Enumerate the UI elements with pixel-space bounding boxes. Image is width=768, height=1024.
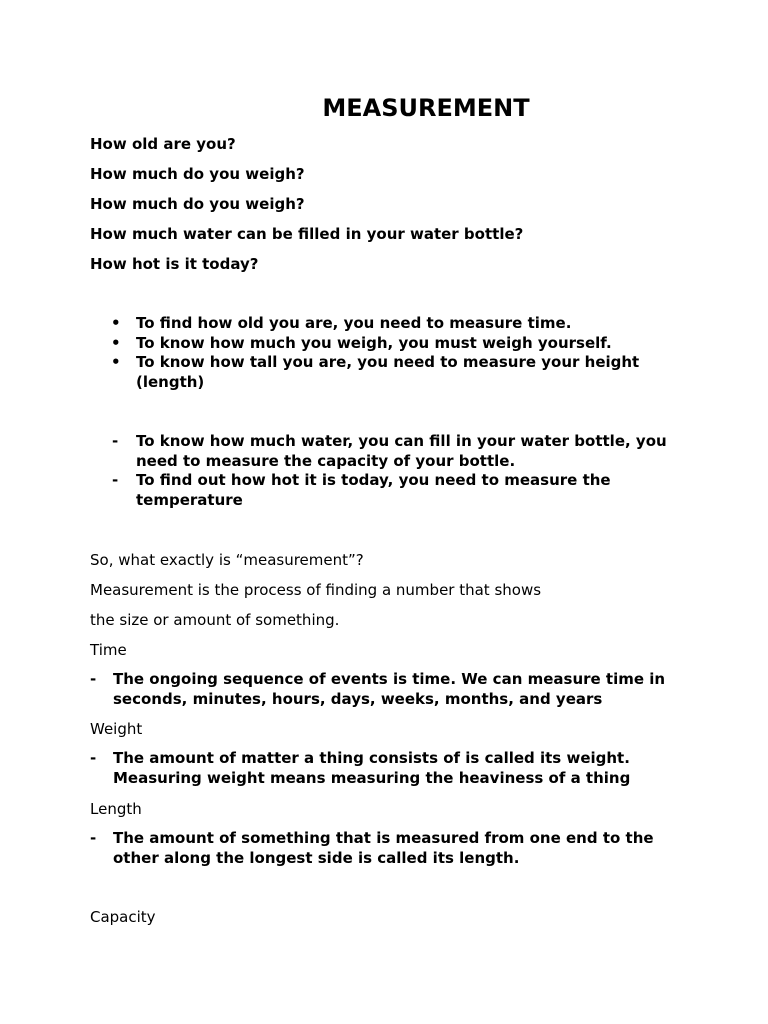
- section-heading-weight: Weight: [90, 720, 143, 738]
- dash-marker: -: [90, 829, 97, 847]
- dash-marker: -: [112, 471, 119, 489]
- question-temperature: How hot is it today?: [90, 255, 259, 273]
- bullet-marker: •: [111, 333, 121, 352]
- bullet-marker: •: [111, 353, 121, 371]
- dash-marker: -: [90, 749, 97, 767]
- question-water: How much water can be filled in your water bottle?: [90, 225, 524, 243]
- question-weight-repeat: How much do you weigh?: [90, 195, 305, 213]
- page-title: MEASUREMENT: [322, 94, 530, 122]
- definition-line-2: the size or amount of something.: [90, 611, 340, 629]
- bullet-item-time: To find how old you are, you need to measure time.: [136, 314, 572, 332]
- section-heading-length: Length: [90, 800, 142, 818]
- intro-question: So, what exactly is “measurement”?: [90, 551, 364, 569]
- question-weight: How much do you weigh?: [90, 165, 305, 183]
- dash-marker: -: [90, 670, 97, 688]
- section-heading-time: Time: [90, 641, 127, 659]
- dash-item-capacity: To know how much water, you can fill in your water bottle, you need to measure the capacity of your bottle.: [136, 432, 667, 470]
- bullet-item-weight: To know how much you weigh, you must weigh yourself.: [136, 333, 612, 352]
- section-text-time: The ongoing sequence of events is time. We can measure time in seconds, minutes, hours, days, weeks, months, and years: [113, 670, 666, 708]
- section-text-length: The amount of something that is measured from one end to the other along the longest side is called its length.: [113, 829, 654, 867]
- section-text-weight: The amount of matter a thing consists of is called its weight. Measuring weight means measuring the heaviness of a thing: [113, 749, 631, 787]
- definition-line-1: Measurement is the process of finding a number that shows: [90, 581, 542, 599]
- section-heading-capacity: Capacity: [90, 908, 156, 926]
- dash-marker: -: [112, 432, 119, 450]
- question-age: How old are you?: [90, 135, 236, 153]
- bullet-marker: •: [111, 314, 121, 332]
- bullet-item-height: To know how tall you are, you need to measure your height (length): [136, 353, 640, 391]
- dash-item-temperature: To find out how hot it is today, you need to measure the temperature: [136, 471, 611, 509]
